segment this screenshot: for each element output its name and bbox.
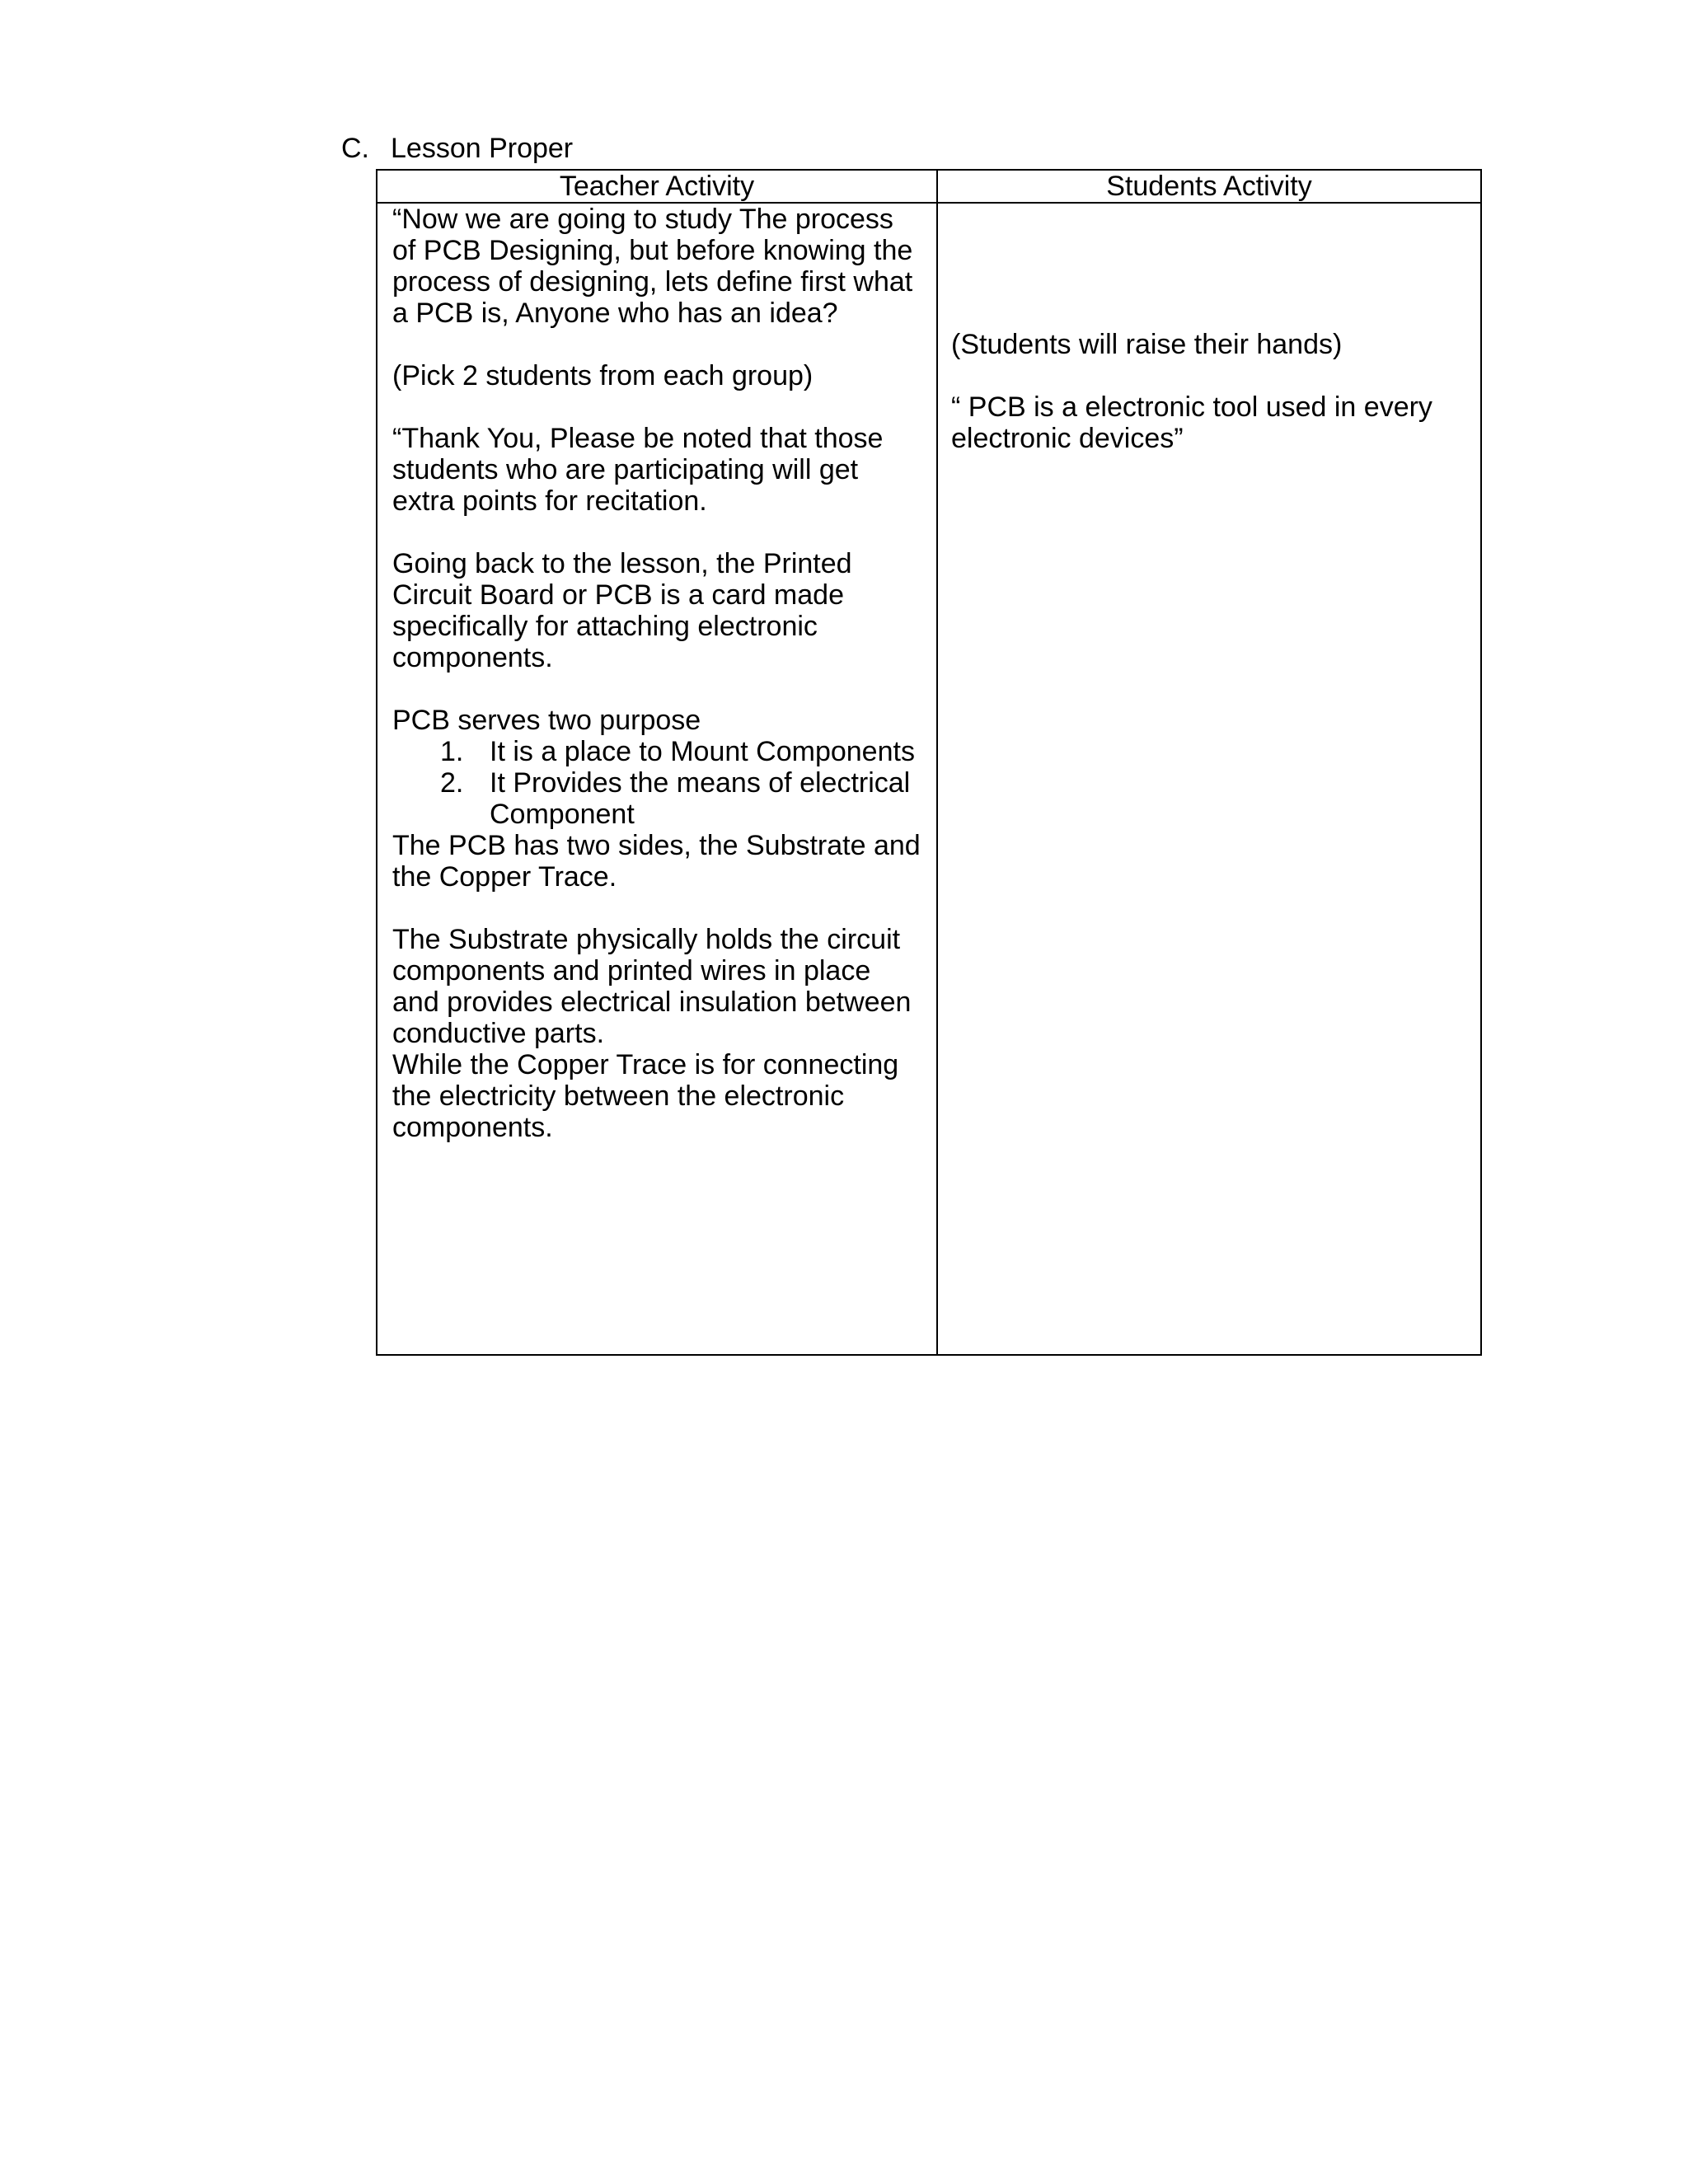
- list-item: [392, 767, 923, 830]
- teacher-intro: “Now we are going to study The process of PCB Designing, but before knowing the process of designing, lets define first what a PCB is, Anyone who has an idea?: [392, 204, 913, 329]
- section-heading: [341, 132, 573, 165]
- table-header-row: [377, 170, 1481, 203]
- teacher-instruction: (Pick 2 students from each group): [392, 360, 814, 391]
- list-item-number: 1.: [440, 736, 464, 767]
- list-item-text: It Provides the means of electrical Component: [490, 767, 911, 830]
- students-activity-header: Students Activity: [937, 170, 1481, 203]
- list-item: [392, 736, 923, 767]
- students-response-2: “ PCB is a electronic tool used in every electronic devices”: [951, 391, 1432, 454]
- teacher-purpose-intro: PCB serves two purpose: [392, 705, 701, 736]
- purpose-list: [392, 736, 923, 830]
- lesson-table: [376, 169, 1482, 1356]
- table-row: [377, 203, 1481, 1355]
- teacher-thanks: “Thank You, Please be noted that those students who are participating will get extra points for recitation.: [392, 423, 884, 517]
- students-activity-cell: [937, 203, 1481, 1355]
- teacher-pcb-definition: Going back to the lesson, the Printed Circuit Board or PCB is a card made specifically for attaching electronic components.: [392, 548, 852, 673]
- teacher-activity-cell: [377, 203, 937, 1355]
- students-spacer: [951, 204, 1467, 329]
- teacher-activity-header: Teacher Activity: [377, 170, 937, 203]
- list-item-number: 2.: [440, 767, 464, 799]
- section-letter: C.: [341, 133, 369, 164]
- list-item-text: It is a place to Mount Components: [490, 736, 915, 767]
- teacher-substrate: The Substrate physically holds the circuit components and printed wires in place and provides electrical insulation between conductive parts.: [392, 924, 912, 1049]
- teacher-pcb-sides: The PCB has two sides, the Substrate and the Copper Trace.: [392, 830, 921, 893]
- section-title: Lesson Proper: [391, 133, 574, 164]
- students-response-1: (Students will raise their hands): [951, 329, 1343, 360]
- teacher-copper-trace: While the Copper Trace is for connecting the electricity between the electronic components.: [392, 1049, 899, 1143]
